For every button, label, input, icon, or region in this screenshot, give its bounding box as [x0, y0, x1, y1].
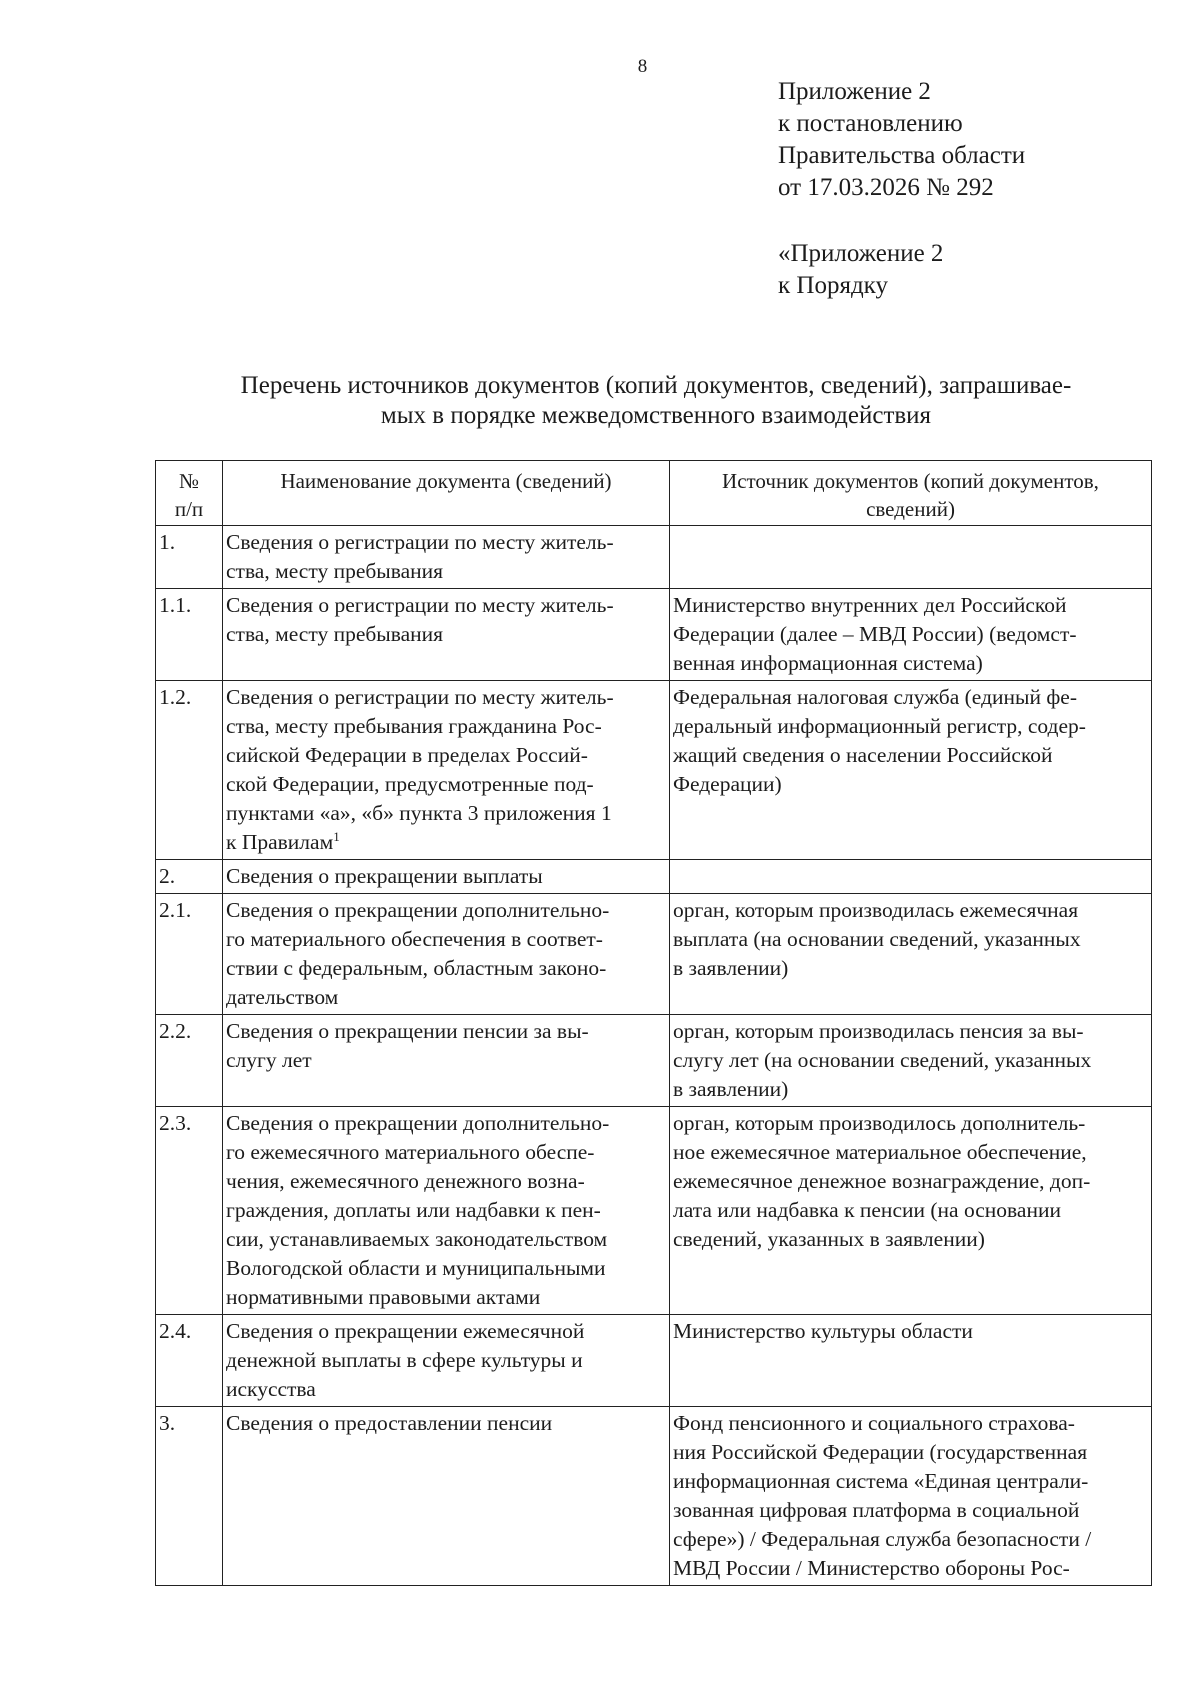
- source-line: лата или надбавка к пенсии (на основании: [673, 1198, 1061, 1222]
- table-row: [156, 1015, 1152, 1107]
- source-cell: [670, 589, 1152, 681]
- document-name-text: слугу лет: [226, 1048, 312, 1072]
- source-cell: [670, 1015, 1152, 1107]
- document-name-text: сийской Федерации в пределах Россий-: [226, 743, 588, 767]
- document-name-text: ской Федерации, предусмотренные под-: [226, 772, 594, 796]
- document-name-text: Сведения о предоставлении пенсии: [226, 1411, 553, 1435]
- document-name-line: [226, 1196, 666, 1225]
- source-line: жащий сведения о населении Российской: [673, 743, 1053, 767]
- document-name-line: [226, 1225, 666, 1254]
- document-name-text: чения, ежемесячного денежного возна-: [226, 1169, 585, 1193]
- header-number-sign: №: [178, 469, 200, 493]
- document-name-line: [226, 1167, 666, 1196]
- source-line: ное ежемесячное материальное обеспечение,: [673, 1140, 1087, 1164]
- row-number: 1.2.: [156, 681, 223, 860]
- appendix-header: [778, 76, 1025, 204]
- document-name-text: Сведения о прекращении дополнительно-: [226, 898, 610, 922]
- source-line: венная информационная система): [673, 651, 983, 675]
- document-name-cell: [223, 1107, 670, 1315]
- source-cell: [670, 894, 1152, 1015]
- source-cell: [670, 526, 1152, 589]
- source-line: Федерации (далее – МВД России) (ведомст-: [673, 622, 1077, 646]
- source-line: Федеральная налоговая служба (единый фе-: [673, 685, 1077, 709]
- table-header-row: [156, 461, 1152, 526]
- document-name-text: к Правилам: [226, 830, 334, 854]
- source-line: сведений, указанных в заявлении): [673, 1227, 985, 1251]
- source-line: зованная цифровая платформа в социальной: [673, 1498, 1080, 1522]
- row-number: 1.: [156, 526, 223, 589]
- document-name-text: ства, месту пребывания: [226, 622, 444, 646]
- source-line: в заявлении): [673, 956, 789, 980]
- table-body: [156, 526, 1152, 1586]
- document-name-text: Сведения о прекращении ежемесячной: [226, 1319, 585, 1343]
- table-row: [156, 894, 1152, 1015]
- document-name-line: [226, 770, 666, 799]
- table-row: [156, 1107, 1152, 1315]
- document-name-text: нормативными правовыми актами: [226, 1285, 541, 1309]
- appendix-line: к постановлению: [778, 110, 963, 137]
- document-name-text: Сведения о регистрации по месту житель-: [226, 593, 614, 617]
- table-row: [156, 589, 1152, 681]
- document-name-text: го ежемесячного материального обеспе-: [226, 1140, 595, 1164]
- source-line: информационная система «Единая централи-: [673, 1469, 1089, 1493]
- document-name-cell: [223, 1015, 670, 1107]
- appendix-line: Правительства области: [778, 142, 1026, 169]
- document-name-line: [226, 862, 666, 891]
- sources-table: [155, 460, 1152, 1586]
- document-name-line: [226, 620, 666, 649]
- document-name-text: дательством: [226, 985, 339, 1009]
- row-number: 2.3.: [156, 1107, 223, 1315]
- header-number-abbr: п/п: [174, 497, 204, 521]
- header-document-name: [223, 461, 670, 526]
- document-name-line: [226, 983, 666, 1012]
- row-number: 3.: [156, 1407, 223, 1586]
- document-name-line: [226, 1138, 666, 1167]
- source-line: ежемесячное денежное вознаграждение, доп-: [673, 1169, 1091, 1193]
- row-number: 1.1.: [156, 589, 223, 681]
- source-cell: [670, 1407, 1152, 1586]
- source-line: Министерство культуры области: [673, 1319, 973, 1343]
- document-name-line: [226, 799, 666, 828]
- document-name-text: искусства: [226, 1377, 316, 1401]
- document-name-text: ствии с федеральным, областным законо-: [226, 956, 607, 980]
- source-cell: [670, 681, 1152, 860]
- order-reference: [778, 238, 943, 302]
- document-name-line: [226, 1409, 666, 1438]
- appendix-date-number: от 17.03.2026 № 292: [778, 174, 994, 201]
- source-line: выплата (на основании сведений, указанных: [673, 927, 1081, 951]
- order-reference-line: к Порядку: [778, 272, 888, 299]
- source-line: слугу лет (на основании сведений, указанных: [673, 1048, 1092, 1072]
- document-name-text: Сведения о регистрации по месту житель-: [226, 530, 614, 554]
- footnote-marker: 1: [333, 828, 340, 844]
- order-reference-line: «Приложение 2: [778, 240, 944, 267]
- row-number: 2.1.: [156, 894, 223, 1015]
- table-row: [156, 860, 1152, 894]
- row-number: 2.4.: [156, 1315, 223, 1407]
- document-name-cell: [223, 1315, 670, 1407]
- document-name-text: денежной выплаты в сфере культуры и: [226, 1348, 583, 1372]
- document-name-line: [226, 1346, 666, 1375]
- document-name-text: Сведения о прекращении выплаты: [226, 864, 543, 888]
- title-line: мых в порядке межведомственного взаимодействия: [380, 402, 932, 429]
- document-name-text: ства, месту пребывания гражданина Рос-: [226, 714, 602, 738]
- source-cell: [670, 1315, 1152, 1407]
- document-name-text: пунктами «а», «б» пункта 3 приложения 1: [226, 801, 612, 825]
- document-name-text: сии, устанавливаемых законодательством: [226, 1227, 608, 1251]
- document-name-text: граждения, доплаты или надбавки к пен-: [226, 1198, 601, 1222]
- document-name-cell: [223, 860, 670, 894]
- document-name-text: Сведения о прекращении пенсии за вы-: [226, 1019, 589, 1043]
- source-cell: [670, 860, 1152, 894]
- table-row: [156, 1315, 1152, 1407]
- header-document-name-text: Наименование документа (сведений): [280, 469, 612, 493]
- document-name-line: [226, 712, 666, 741]
- source-line: деральный информационный регистр, содер-: [673, 714, 1086, 738]
- source-line: Федерации): [673, 772, 782, 796]
- document-name-line: [226, 1317, 666, 1346]
- document-name-line: [226, 954, 666, 983]
- appendix-line: Приложение 2: [778, 78, 931, 105]
- source-line: МВД России / Министерство обороны Рос-: [673, 1556, 1070, 1580]
- document-name-cell: [223, 526, 670, 589]
- header-number: [156, 461, 223, 526]
- table-row: [156, 681, 1152, 860]
- header-source-line: сведений): [866, 497, 955, 521]
- source-line: орган, которым производилась ежемесячная: [673, 898, 1079, 922]
- source-line: Фонд пенсионного и социального страхова-: [673, 1411, 1075, 1435]
- row-number: 2.: [156, 860, 223, 894]
- table-row: [156, 526, 1152, 589]
- document-name-text: Сведения о прекращении дополнительно-: [226, 1111, 610, 1135]
- document-name-text: Сведения о регистрации по месту житель-: [226, 685, 614, 709]
- page-number: 8: [637, 56, 648, 77]
- table-row: [156, 1407, 1152, 1586]
- document-name-line: [226, 683, 666, 712]
- document-name-line: [226, 1046, 666, 1075]
- document-name-line: [226, 828, 666, 857]
- document-name-line: [226, 591, 666, 620]
- document-name-line: [226, 1375, 666, 1404]
- header-source-line: Источник документов (копий документов,: [722, 469, 1099, 493]
- document-name-line: [226, 925, 666, 954]
- document-name-cell: [223, 1407, 670, 1586]
- source-line: в заявлении): [673, 1077, 789, 1101]
- source-line: орган, которым производилась пенсия за вы-: [673, 1019, 1084, 1043]
- document-name-line: [226, 1283, 666, 1312]
- source-line: Министерство внутренних дел Российской: [673, 593, 1067, 617]
- document-title: [160, 371, 1152, 431]
- source-line: ния Российской Федерации (государственная: [673, 1440, 1088, 1464]
- document-name-line: [226, 741, 666, 770]
- document-name-line: [226, 1254, 666, 1283]
- document-name-line: [226, 528, 666, 557]
- document-name-line: [226, 1017, 666, 1046]
- document-name-cell: [223, 589, 670, 681]
- document-name-text: го материального обеспечения в соответ-: [226, 927, 603, 951]
- source-cell: [670, 1107, 1152, 1315]
- document-name-cell: [223, 681, 670, 860]
- document-name-line: [226, 896, 666, 925]
- row-number: 2.2.: [156, 1015, 223, 1107]
- source-line: орган, которым производилось дополнитель-: [673, 1111, 1086, 1135]
- document-name-text: ства, месту пребывания: [226, 559, 444, 583]
- document-name-cell: [223, 894, 670, 1015]
- document-name-line: [226, 1109, 666, 1138]
- header-source: [670, 461, 1152, 526]
- source-line: сфере») / Федеральная служба безопасности /: [673, 1527, 1092, 1551]
- document-name-line: [226, 557, 666, 586]
- title-line: Перечень источников документов (копий документов, сведений), запрашивае-: [240, 372, 1072, 399]
- document-name-text: Вологодской области и муниципальными: [226, 1256, 606, 1280]
